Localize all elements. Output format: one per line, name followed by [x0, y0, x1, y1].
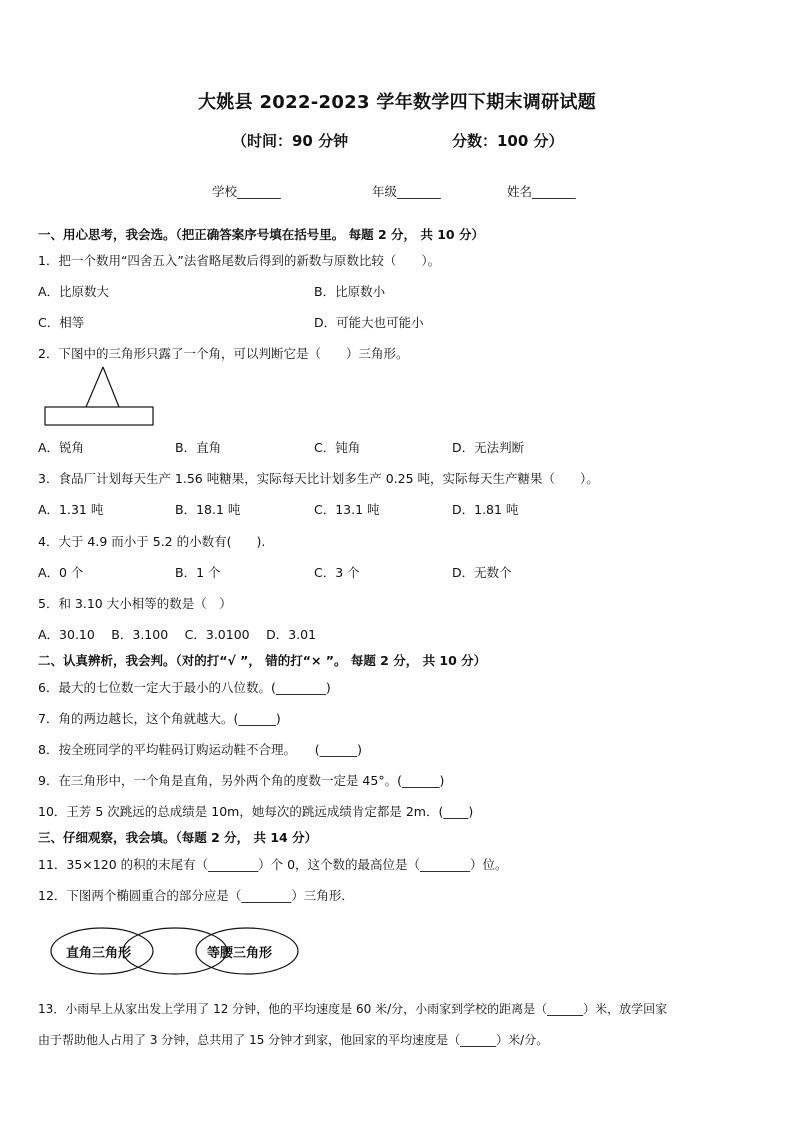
- q2-option-b: B．直角: [175, 440, 222, 455]
- q3-option-a: A．1.31 吨: [38, 502, 104, 517]
- section-1-heading: 一、用心思考，我会选。（把正确答案序号填在括号里。 每题 2 分， 共 10 分）: [38, 227, 484, 242]
- question-8: 8．按全班同学的平均鞋码订购运动鞋不合理。 (______): [38, 742, 362, 757]
- q3-option-d: D．1.81 吨: [452, 502, 519, 517]
- venn-label-isosceles-triangle: 等腰三角形: [207, 946, 273, 961]
- school-field: 学校_______: [212, 184, 281, 199]
- hidden-triangle-diagram: [44, 364, 156, 428]
- question-4: 4．大于 4.9 而小于 5.2 的小数有( ).: [38, 534, 266, 549]
- question-13-line-1: 13．小雨早上从家出发上学用了 12 分钟，他的平均速度是 60 米/分，小雨家到学校的距离是（______）米，放学回家: [38, 1002, 668, 1016]
- q1-option-b: B．比原数小: [314, 284, 386, 299]
- question-5: 5．和 3.10 大小相等的数是（ ）: [38, 596, 232, 611]
- question-10: 10．王芳 5 次跳远的总成绩是 10m，她每次的跳远成绩肯定都是 2m．(____): [38, 804, 474, 819]
- question-7: 7．角的两边越长，这个角就越大。(______): [38, 711, 281, 726]
- q4-option-b: B．1 个: [175, 565, 221, 580]
- question-9: 9．在三角形中，一个角是直角，另外两个角的度数一定是 45°。(______): [38, 773, 445, 788]
- q3-option-c: C．13.1 吨: [314, 502, 380, 517]
- question-2: 2．下图中的三角形只露了一个角，可以判断它是（ ）三角形。: [38, 346, 409, 361]
- q4-option-c: C．3 个: [314, 565, 360, 580]
- exam-title: 大姚县 2022-2023 学年数学四下期末调研试题: [198, 92, 596, 113]
- question-12: 12．下图两个椭圆重合的部分应是（________）三角形．: [38, 888, 354, 903]
- q2-option-a: A．锐角: [38, 440, 85, 455]
- q2-option-d: D．无法判断: [452, 440, 525, 455]
- section-2-heading: 二、认真辨析，我会判。（对的打“√ ”， 错的打“× ”。 每题 2 分， 共 10 分）: [38, 653, 487, 668]
- question-6: 6．最大的七位数一定大于最小的八位数。(________): [38, 680, 331, 695]
- question-3: 3．食品厂计划每天生产 1.56 吨糖果，实际每天比计划多生产 0.25 吨，实际每天生产糖果（ ）。: [38, 471, 599, 486]
- q4-option-a: A．0 个: [38, 565, 84, 580]
- section-3-heading: 三、仔细观察，我会填。（每题 2 分， 共 14 分）: [38, 830, 318, 845]
- q1-option-c: C．相等: [38, 315, 85, 330]
- exam-time: （时间：90 分钟: [232, 132, 349, 150]
- question-13-line-2: 由于帮助他人占用了 3 分钟，总共用了 15 分钟才到家，他回家的平均速度是（______）米/分。: [38, 1033, 549, 1047]
- q4-option-d: D．无数个: [452, 565, 512, 580]
- venn-label-right-triangle: 直角三角形: [66, 946, 132, 961]
- grade-field: 年级_______: [372, 184, 441, 199]
- q1-option-d: D．可能大也可能小: [314, 315, 424, 330]
- question-1: 1．把一个数用“四舍五入”法省略尾数后得到的新数与原数比较（ ）。: [38, 253, 441, 268]
- q2-option-c: C．钝角: [314, 440, 361, 455]
- exam-score: 分数：100 分）: [452, 132, 564, 150]
- name-field: 姓名_______: [507, 184, 576, 199]
- question-11: 11．35×120 的积的末尾有（________）个 0，这个数的最高位是（________）位。: [38, 857, 508, 872]
- q5-options: A．30.10 B．3.100 C．3.0100 D．3.01: [38, 627, 317, 642]
- q3-option-b: B．18.1 吨: [175, 502, 241, 517]
- q1-option-a: A．比原数大: [38, 284, 110, 299]
